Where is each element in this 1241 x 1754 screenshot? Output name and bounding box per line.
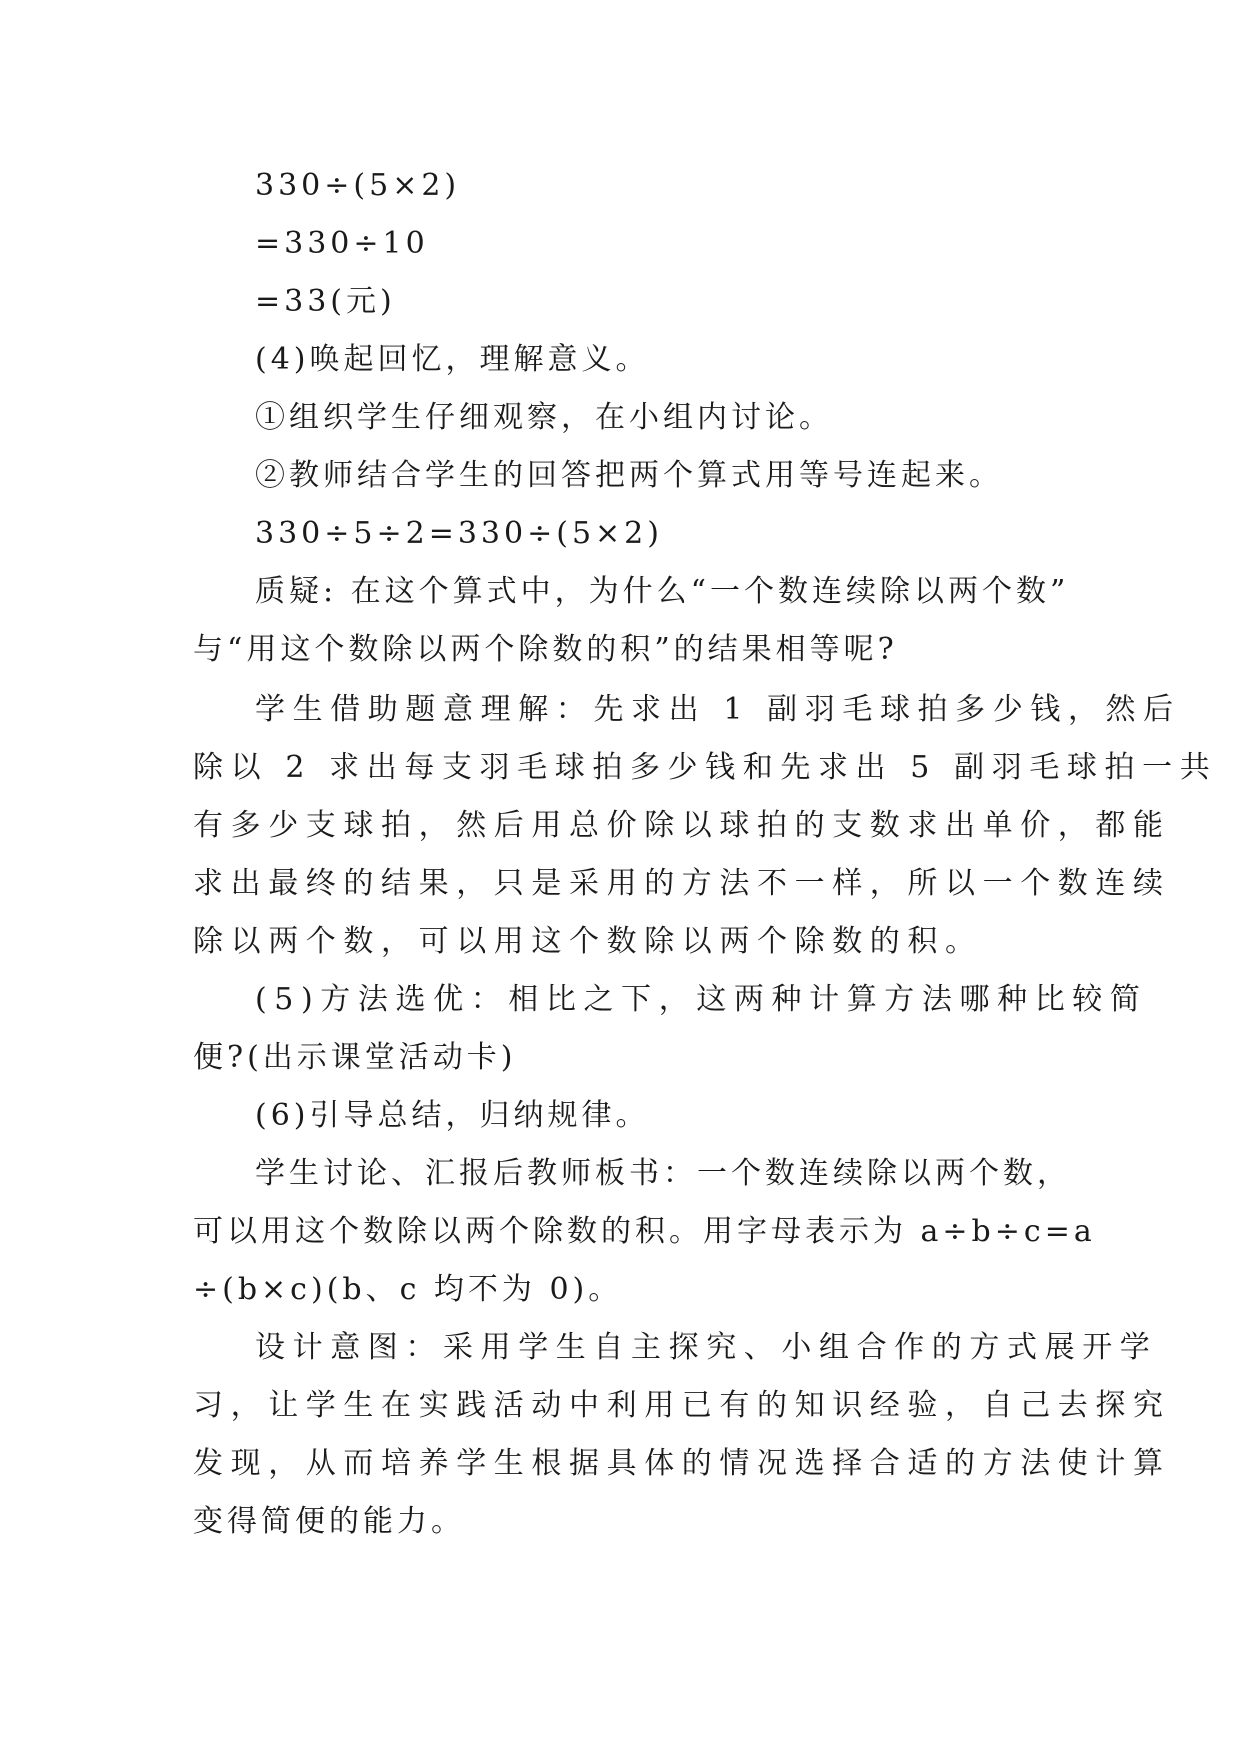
summary-line-1: 学生讨论、汇报后教师板书：一个数连续除以两个数， bbox=[255, 1156, 1071, 1191]
explanation-line-5: 除以两个数，可以用这个数除以两个除数的积。 bbox=[193, 924, 983, 959]
step-heading-5-line-1: (5)方法选优：相比之下，这两种计算方法哪种比较简 bbox=[255, 982, 1148, 1017]
explanation-line-1: 学生借助题意理解：先求出 1 副羽毛球拍多少钱，然后 bbox=[255, 692, 1181, 727]
step-heading-4: (4)唤起回忆，理解意义。 bbox=[255, 342, 650, 377]
design-intent-line-2: 习，让学生在实践活动中利用已有的知识经验，自己去探究 bbox=[193, 1388, 1171, 1423]
equation-line-1: 330÷(5×2) bbox=[255, 168, 461, 203]
step-item-1: ①组织学生仔细观察，在小组内讨论。 bbox=[255, 400, 833, 435]
question-line-1: 质疑: 在这个算式中，为什么“一个数连续除以两个数” bbox=[255, 574, 1070, 609]
design-intent-line-4: 变得简便的能力。 bbox=[193, 1504, 465, 1539]
question-line-2: 与“用这个数除以两个除数的积”的结果相等呢? bbox=[193, 632, 898, 667]
explanation-line-2: 除以 2 求出每支羽毛球拍多少钱和先求出 5 副羽毛球拍一共 bbox=[193, 750, 1218, 785]
step-heading-6: (6)引导总结，归纳规律。 bbox=[255, 1098, 650, 1133]
step-heading-5-line-2: 便?(出示课堂活动卡) bbox=[193, 1040, 517, 1075]
design-intent-line-1: 设计意图：采用学生自主探究、小组合作的方式展开学 bbox=[255, 1330, 1158, 1365]
design-intent-line-3: 发现，从而培养学生根据具体的情况选择合适的方法使计算 bbox=[193, 1446, 1171, 1481]
equation-line-2: =330÷10 bbox=[255, 226, 429, 261]
step-item-2: ②教师结合学生的回答把两个算式用等号连起来。 bbox=[255, 458, 1003, 493]
equation-line-3: =33(元) bbox=[255, 284, 396, 319]
summary-line-2: 可以用这个数除以两个除数的积。用字母表示为 a÷b÷c=a bbox=[193, 1214, 1096, 1249]
summary-line-3: ÷(b×c)(b、c 均不为 0)。 bbox=[193, 1272, 623, 1307]
equation-line-4: 330÷5÷2=330÷(5×2) bbox=[255, 516, 663, 551]
explanation-line-3: 有多少支球拍，然后用总价除以球拍的支数求出单价，都能 bbox=[193, 808, 1171, 843]
explanation-line-4: 求出最终的结果，只是采用的方法不一样，所以一个数连续 bbox=[193, 866, 1171, 901]
